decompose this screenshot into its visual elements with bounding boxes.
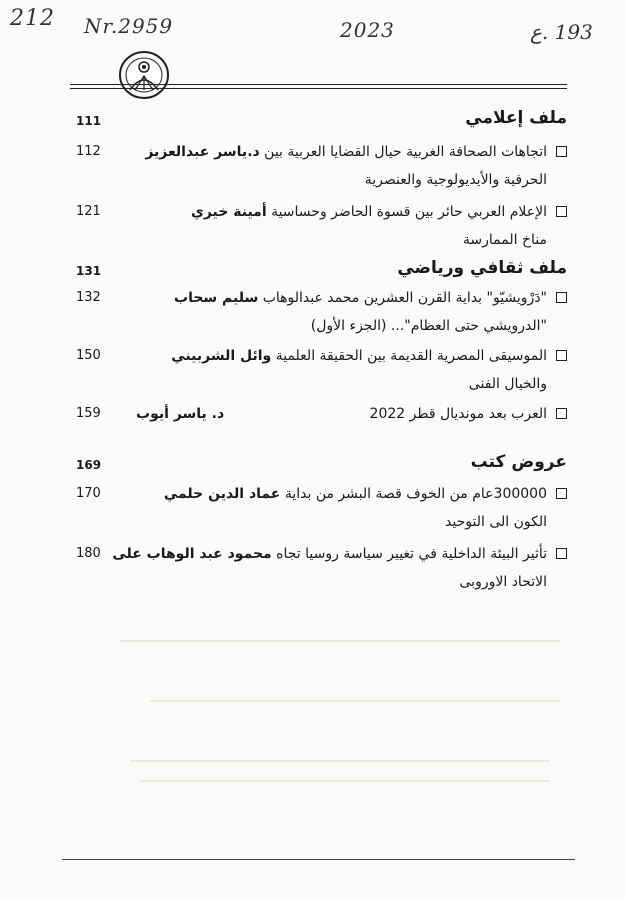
entry-author: أمينة خيري [191, 204, 267, 220]
toc-entry[interactable] [70, 342, 567, 398]
entry-author: محمود عبد الوهاب على [112, 546, 272, 562]
bleed-through-mark [140, 780, 550, 782]
bleed-through-mark [150, 700, 560, 702]
entry-title-continued: الحرفية والأيديولوجية والعنصرية [364, 172, 547, 188]
entry-author: وائل الشربيني [171, 348, 272, 364]
checkbox-square-icon [556, 548, 567, 559]
section-media [70, 108, 567, 136]
handwritten-year: 2023 [340, 18, 395, 42]
entry-author: د.ياسر عبدالعزيز [145, 144, 260, 160]
entry-title: الإعلام العربي حائر بين قسوة الحاضر وحساسية [271, 204, 547, 220]
checkbox-square-icon [556, 292, 567, 303]
section-page: 111 [76, 114, 102, 128]
handwritten-page-number: 212 [10, 6, 55, 31]
entry-author: سليم سحاب [174, 290, 259, 306]
checkbox-square-icon [556, 206, 567, 217]
entry-title: "دَرْويشيّو" بداية القرن العشرين محمد عبدالوهاب [262, 290, 547, 306]
entry-title: 300000عام من الخوف قصة البشر من بداية [284, 486, 547, 502]
handwritten-issue: 193 .ع [530, 20, 593, 44]
entry-title: الموسيقى المصرية القديمة بين الحقيقة العلمية [275, 348, 547, 364]
entry-page: 170 [76, 486, 101, 501]
checkbox-square-icon [556, 350, 567, 361]
entry-page: 112 [76, 144, 101, 159]
entry-title-continued: والخيال الفنى [468, 376, 547, 392]
toc-entry[interactable] [70, 480, 567, 536]
entry-author: د. ياسر أيوب [136, 406, 225, 422]
toc-entry[interactable] [70, 400, 567, 428]
entry-title-continued: مناخ الممارسة [462, 232, 547, 248]
toc-entry[interactable] [70, 138, 567, 194]
entry-page: 132 [76, 290, 101, 305]
section-title: ملف ثقافي ورياضي [397, 258, 567, 278]
entry-page: 150 [76, 348, 101, 363]
entry-title-continued: الكون الى التوحيد [445, 514, 547, 530]
bleed-through-mark [120, 640, 560, 642]
section-title: ملف إعلامي [465, 108, 567, 128]
checkbox-square-icon [556, 146, 567, 157]
section-book-reviews [70, 452, 567, 480]
emblem-logo [118, 50, 170, 100]
entry-title-continued: الاتحاد الاوروبى [459, 574, 547, 590]
entry-author: عماد الدين حلمي [163, 486, 281, 502]
section-culture-sports [70, 258, 567, 286]
toc-entry[interactable] [70, 540, 567, 596]
entry-title: العرب بعد مونديال قطر 2022 [369, 406, 547, 422]
entry-title: تأثير البيئة الداخلية في تغيير سياسة روسيا تجاه [276, 546, 547, 562]
toc-entry[interactable] [70, 198, 567, 254]
entry-title: اتجاهات الصحافة الغربية حيال القضايا العربية بين [264, 144, 547, 160]
section-page: 169 [76, 458, 102, 472]
toc-entry[interactable] [70, 284, 567, 340]
entry-page: 121 [76, 204, 101, 219]
section-title: عروض كتب [470, 452, 567, 472]
entry-page: 180 [76, 546, 101, 561]
handwritten-code: Nr.2959 [84, 14, 174, 38]
entry-page: 159 [76, 406, 101, 421]
section-page: 131 [76, 264, 102, 278]
header-rule-thin [70, 88, 567, 89]
header-rule [70, 84, 567, 85]
checkbox-square-icon [556, 408, 567, 419]
entry-title-continued: "الدرويشي حتى العظام"... (الجزء الأول) [310, 318, 547, 334]
bleed-through-mark [130, 760, 550, 762]
footer-rule [62, 859, 575, 860]
checkbox-square-icon [556, 488, 567, 499]
